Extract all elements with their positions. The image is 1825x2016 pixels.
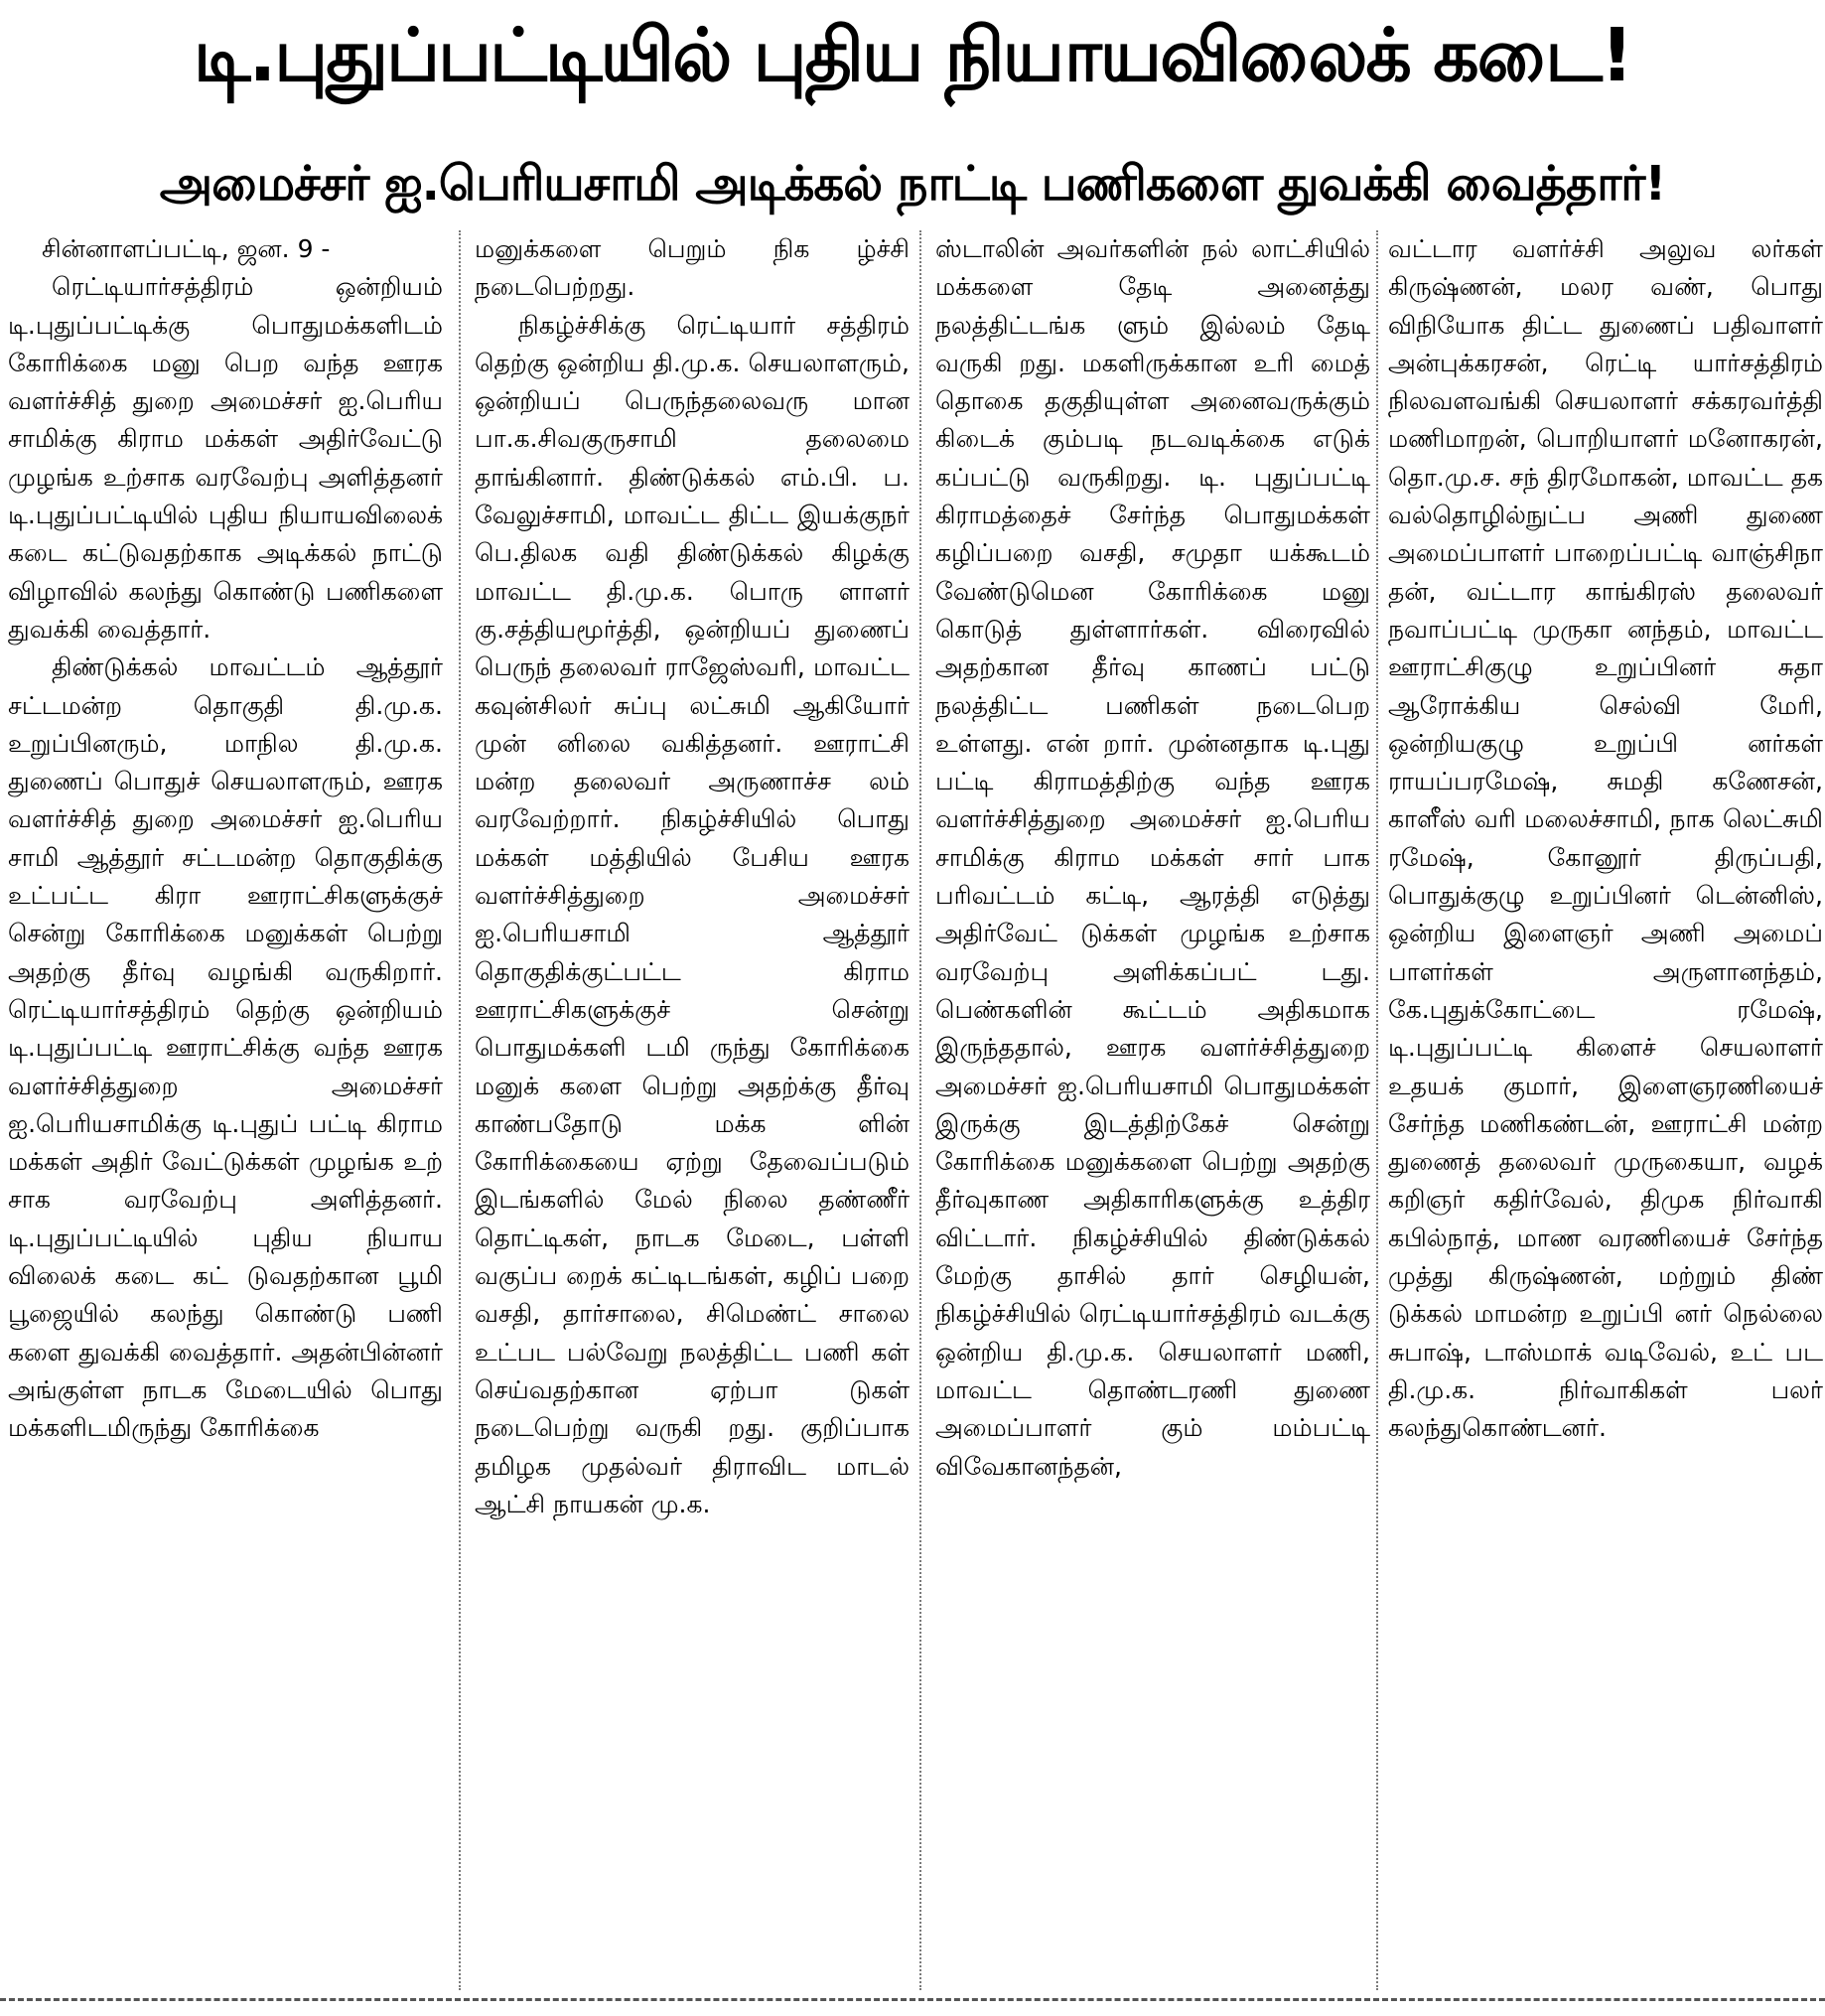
column-paragraph: மனுக்களை பெறும் நிக ழ்ச்சி நடைபெற்றது. (475, 234, 910, 302)
article-column-2 (475, 230, 910, 1988)
column-paragraph: வட்டார வளர்ச்சி அலுவ லர்கள் கிருஷ்ணன், மலர வண், பொது விநியோக திட்ட துணைப் பதிவாளர் அன்புக்கரசன், ரெட்டி யார்சத்திரம் நிலவளவங்கி செயலாளர் சக்கரவர்த்தி மணிமாறன், பொறியாளர் மனோகரன், தொ.மு.ச. சந் திரமோகன், மாவட்ட தக வல்தொழில்நுட்ப அணி துணை அமைப்பாளர் பாறைப்பட்டி வாஞ்சிநா தன், வட்டார காங்கிரஸ் தலைவர் நவாப்பட்டி முருகா னந்தம், மாவட்ட ஊராட்சிகுழு உறுப்பினர் சுதா ஆரோக்கிய செல்வி மேரி, ஒன்றியகுழு உறுப்பி னர்கள் ராயப்பரமேஷ், சுமதி கணேசன், காளீஸ் வரி மலைச்சாமி, நாக லெட்சுமி ரமேஷ், கோனூர் திருப்பதி, பொதுக்குழு உறுப்பினர் டென்னிஸ், ஒன்றிய இளைஞர் அணி அமைப் பாளர்கள் அருளானந்தம், கே.புதுக்கோட்டை ரமேஷ், டி.புதுப்பட்டி கிளைச் செயலாளர் உதயக் குமார், இளைஞரணியைச் சேர்ந்த மணிகண்டன், ஊராட்சி மன்ற துணைத் தலைவர் முருகையா, வழக் கறிஞர் கதிர்வேல், திமுக நிர்வாகி கபில்நாத், மாண வரணியைச் சேர்ந்த முத்து கிருஷ்ணன், மற்றும் திண் டுக்கல் மாமன்ற உறுப்பி னர் நெல்லை சுபாஷ், டாஸ்மாக் வடிவேல், உட் பட தி.மு.க. நிர்வாகிகள் பலர் கலந்துகொண்டனர். (1388, 234, 1823, 1443)
column-paragraph: ரெட்டியார்சத்திரம் ஒன்றியம் டி.புதுப்பட்டிக்கு பொதுமக்களிடம் கோரிக்கை மனு பெற வந்த ஊரக வளர்ச்சித் துறை அமைச்சர் ஐ.பெரிய சாமிக்கு கிராம மக்கள் அதிர்வேட்டு முழங்க உற்சாக வரவேற்பு அளித்தனர் டி.புதுப்பட்டியில் புதிய நியாயவிலைக் கடை கட்டுவதற்காக அடிக்கல் நாட்டு விழாவில் கலந்து கொண்டு பணிகளை துவக்கி வைத்தார். (8, 272, 443, 644)
column-divider (459, 230, 461, 1990)
subheadline: அமைச்சர் ஐ.பெரியசாமி அடிக்கல் நாட்டி பணிகளை துவக்கி வைத்தார்! (159, 156, 1666, 212)
article-column-4 (1388, 230, 1823, 1988)
dateline: சின்னாளப்பட்டி, ஜன. 9 - (42, 234, 331, 263)
column-paragraph: திண்டுக்கல் மாவட்டம் ஆத்தூர் சட்டமன்ற தொகுதி தி.மு.க. உறுப்பினரும், மாநில தி.மு.க. துணைப் பொதுச் செயலாளரும், ஊரக வளர்ச்சித் துறை அமைச்சர் ஐ.பெரிய சாமி ஆத்தூர் சட்டமன்ற தொகுதிக்கு உட்பட்ட கிரா ஊராட்சிகளுக்குச் சென்று கோரிக்கை மனுக்கள் பெற்று அதற்கு தீர்வு வழங்கி வருகிறார். ரெட்டியார்சத்திரம் தெற்கு ஒன்றியம் டி.புதுப்பட்டி ஊராட்சிக்கு வந்த ஊரக வளர்ச்சித்துறை அமைச்சர் ஐ.பெரியசாமிக்கு டி.புதுப் பட்டி கிராம மக்கள் அதிர் வேட்டுக்கள் முழங்க உற் சாக வரவேற்பு அளித்தனர். டி.புதுப்பட்டியில் புதிய நியாய விலைக் கடை கட் டுவதற்கான பூமி பூஜையில் கலந்து கொண்டு பணி களை துவக்கி வைத்தார். அதன்பின்னர் அங்குள்ள நாடக மேடையில் பொது மக்களிடமிருந்து கோரிக்கை (8, 652, 443, 1443)
bottom-rule (0, 1998, 1825, 2001)
column-divider (1376, 230, 1378, 1990)
column-paragraph: நிகழ்ச்சிக்கு ரெட்டியார் சத்திரம் தெற்கு ஒன்றிய தி.மு.க. செயலாளரும், ஒன்றியப் பெருந்தலைவரு மான பா.க.சிவகுருசாமி தலைமை தாங்கினார். திண்டுக்கல் எம்.பி. ப. வேலுச்சாமி, மாவட்ட திட்ட இயக்குநர் பெ.திலக வதி திண்டுக்கல் கிழக்கு மாவட்ட தி.மு.க. பொரு ளாளர் கு.சத்தியமூர்த்தி, ஒன்றியப் துணைப் பெருந் தலைவர் ராஜேஸ்வரி, மாவட்ட கவுன்சிலர் சுப்பு லட்சுமி ஆகியோர் முன் னிலை வகித்தனர். ஊராட்சி மன்ற தலைவர் அருணாச்ச லம் வரவேற்றார். நிகழ்ச்சியில் பொது மக்கள் மத்தியில் பேசிய ஊரக வளர்ச்சித்துறை அமைச்சர் ஐ.பெரியசாமி ஆத்தூர் தொகுதிக்குட்பட்ட கிராம ஊராட்சிகளுக்குச் சென்று பொதுமக்களி டமி ருந்து கோரிக்கை மனுக் களை பெற்று அதற்க்கு தீர்வு காண்பதோடு மக்க ளின் கோரிக்கையை ஏற்று தேவைப்படும் இடங்களில் மேல் நிலை தண்ணீர் தொட்டிகள், நாடக மேடை, பள்ளி வகுப்ப றைக் கட்டிடங்கள், கழிப் பறை வசதி, தார்சாலை, சிமெண்ட் சாலை உட்பட பல்வேறு நலத்திட்ட பணி கள் செய்வதற்கான ஏற்பா டுகள் நடைபெற்று வருகி றது. குறிப்பாக தமிழக முதல்வர் திராவிட மாடல் ஆட்சி நாயகன் மு.க. (475, 310, 910, 1518)
column-divider (919, 230, 921, 1990)
article-column-3 (935, 230, 1370, 1988)
article-column-1 (8, 230, 443, 1988)
column-paragraph: ஸ்டாலின் அவர்களின் நல் லாட்சியில் மக்களை தேடி அனைத்து நலத்திட்டங்க ளும் இல்லம் தேடி வருகி றது. மகளிருக்கான உரி மைத் தொகை தகுதியுள்ள அனைவருக்கும் கிடைக் கும்படி நடவடிக்கை எடுக் கப்பட்டு வருகிறது. டி. புதுப்பட்டி கிராமத்தைச் சேர்ந்த பொதுமக்கள் கழிப்பறை வசதி, சமுதா யக்கூடம் வேண்டுமென கோரிக்கை மனு கொடுத் துள்ளார்கள். விரைவில் அதற்கான தீர்வு காணப் பட்டு நலத்திட்ட பணிகள் நடைபெற உள்ளது. என் றார். முன்னதாக டி.புது பட்டி கிராமத்திற்கு வந்த ஊரக வளர்ச்சித்துறை அமைச்சர் ஐ.பெரிய சாமிக்கு கிராம மக்கள் சார் பாக பரிவட்டம் கட்டி, ஆரத்தி எடுத்து அதிர்வேட் டுக்கள் முழங்க உற்சாக வரவேற்பு அளிக்கப்பட் டது. பெண்களின் கூட்டம் அதிகமாக இருந்ததால், ஊரக வளர்ச்சித்துறை அமைச்சர் ஐ.பெரியசாமி பொதுமக்கள் இருக்கு இடத்திற்கேச் சென்று கோரிக்கை மனுக்களை பெற்று அதற்கு தீர்வுகாண அதிகாரிகளுக்கு உத்திர விட்டார். நிகழ்ச்சியில் திண்டுக்கல் மேற்கு தாசில் தார் செழியன், நிகழ்ச்சியில் ரெட்டியார்சத்திரம் வடக்கு ஒன்றிய தி.மு.க. செயலாளர் மணி, மாவட்ட தொண்டரணி துணை அமைப்பாளர் கும் மம்பட்டி விவேகானந்தன், (935, 234, 1370, 1481)
headline: டி.புதுப்பட்டியில் புதிய நியாயவிலைக் கடை! (193, 13, 1632, 98)
